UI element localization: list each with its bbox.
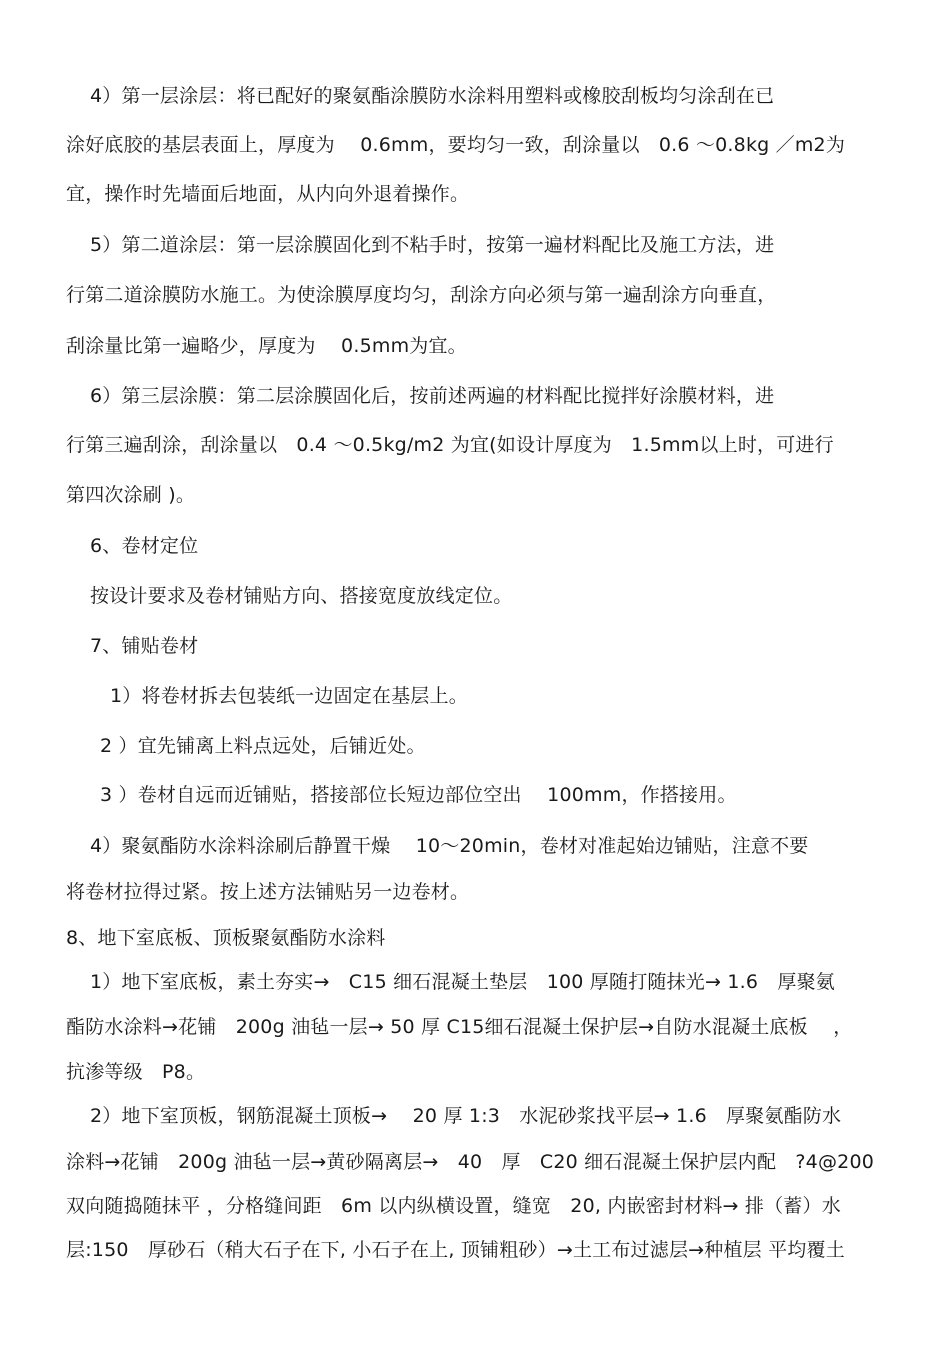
section-heading: 6、卷材定位 [90,535,199,557]
paragraph-line: 5）第二道涂层：第一层涂膜固化到不粘手时，按第一遍材料配比及施工方法，进 [90,234,775,256]
paragraph-line: 将卷材拉得过紧。按上述方法铺贴另一边卷材。 [66,881,470,903]
paragraph-line: 第四次涂刷 )。 [66,484,196,506]
paragraph-line: 行第二道涂膜防水施工。为使涂膜厚度均匀，刮涂方向必须与第一遍刮涂方向垂直， [66,284,777,306]
paragraph-line: 4）聚氨酯防水涂料涂刷后静置干燥 10～20min，卷材对准起始边铺贴，注意不要 [90,835,809,857]
paragraph-line: 层:150 厚砂石（稍大石子在下, 小石子在上, 顶铺粗砂）→土工布过滤层→种植层 平均覆土 [66,1239,845,1261]
section-heading: 8、地下室底板、顶板聚氨酯防水涂料 [66,927,386,949]
paragraph-line: 按设计要求及卷材铺贴方向、搭接宽度放线定位。 [90,585,513,607]
paragraph-line: 6）第三层涂膜：第二层涂膜固化后，按前述两遍的材料配比搅拌好涂膜材料，进 [90,385,775,407]
paragraph-line: 4）第一层涂层：将已配好的聚氨酯涂膜防水涂料用塑料或橡胶刮板均匀涂刮在已 [90,85,775,107]
paragraph-line: 宜，操作时先墙面后地面，从内向外退着操作。 [66,183,470,205]
paragraph-line: 抗渗等级 P8。 [66,1061,206,1083]
list-item: 3 ）卷材自远而近铺贴，搭接部位长短边部位空出 100mm，作搭接用。 [100,784,737,806]
paragraph-line: 双向随捣随抹平 ，分格缝间距 6m 以内纵横设置，缝宽 20, 内嵌密封材料→ 排（蓄）水 [66,1195,841,1217]
paragraph-line: 涂料→花铺 200g 油毡一层→黄砂隔离层→ 40 厚 C20 细石混凝土保护层内配 ?4@200 [66,1151,875,1173]
list-item: 2 ）宜先铺离上料点远处，后铺近处。 [100,735,426,757]
list-item: 1）将卷材拆去包装纸一边固定在基层上。 [110,685,468,707]
paragraph-line: 1）地下室底板，素土夯实→ C15 细石混凝土垫层 100 厚随打随抹光→ 1.6 厚聚氨 [90,971,835,993]
paragraph-line: 行第三遍刮涂，刮涂量以 0.4 ～0.5kg/m2 为宜(如设计厚度为 1.5mm以上时，可进行 [66,434,834,456]
paragraph-line: 涂好底胶的基层表面上，厚度为 0.6mm，要均匀一致，刮涂量以 0.6 ～0.8kg ／m2为 [66,134,846,156]
paragraph-line: 刮涂量比第一遍略少，厚度为 0.5mm为宜。 [66,335,467,357]
paragraph-line: 2）地下室顶板，钢筋混凝土顶板→ 20 厚 1:3 水泥砂浆找平层→ 1.6 厚聚氨酯防水 [90,1105,842,1127]
paragraph-line: 酯防水涂料→花铺 200g 油毡一层→ 50 厚 C15细石混凝土保护层→自防水混凝土底板 ， [66,1016,853,1038]
section-heading: 7、铺贴卷材 [90,635,199,657]
